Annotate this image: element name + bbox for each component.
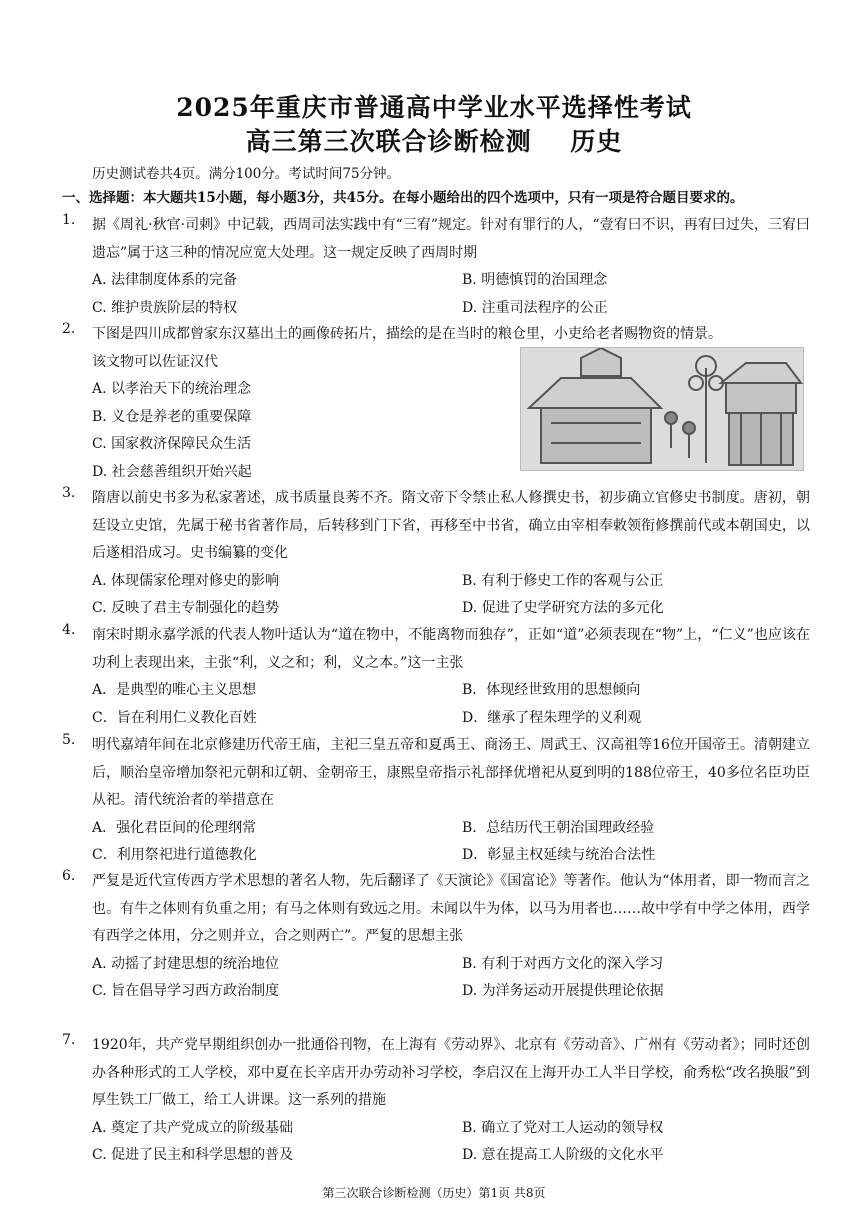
option-d[interactable]: D. 为洋务运动开展提供理论依据 xyxy=(462,983,664,999)
option-a[interactable]: A．是典型的唯心主义思想 xyxy=(92,682,257,698)
question-number: 6. xyxy=(62,868,76,884)
rubbing-image xyxy=(520,347,804,471)
option-d[interactable]: D. 促进了史学研究方法的多元化 xyxy=(462,600,664,616)
option-c[interactable]: C. 维护贵族阶层的特权 xyxy=(92,299,238,316)
option-a[interactable]: A. 奠定了共产党成立的阶级基础 xyxy=(92,1119,294,1136)
option-c[interactable]: C．利用祭祀进行道德教化 xyxy=(92,847,257,863)
question-7 xyxy=(62,1032,810,1170)
question-5 xyxy=(62,732,810,870)
option-b[interactable]: B．体现经世致用的思想倾向 xyxy=(462,682,641,698)
option-b[interactable]: B. 确立了党对工人运动的领导权 xyxy=(462,1119,664,1136)
options xyxy=(92,677,810,732)
option-a[interactable]: A．强化君臣间的伦理纲常 xyxy=(92,819,257,836)
question-number: 3. xyxy=(62,485,76,501)
question-stem: 明代嘉靖年间在北京修建历代帝王庙，主祀三皇五帝和夏禹王、商汤王、周武王、汉高祖等16位开国帝王。清朝建立后，顺治皇帝增加祭祀元朝和辽朝、金朝帝王，康熙皇帝指示礼部择优增祀从夏到明的188位帝王，40多位名臣功臣从祀。清代统治者的举措意在 xyxy=(92,737,810,808)
option-c[interactable]: C．旨在利用仁义教化百姓 xyxy=(92,709,257,726)
options xyxy=(92,568,810,623)
question-4 xyxy=(62,622,810,732)
question-number: 7. xyxy=(62,1032,76,1048)
question-stem: 下图是四川成都曾家东汉墓出土的画像砖拓片，描绘的是在当时的粮仓里，小吏给老者赐物资的情景。 xyxy=(92,326,722,342)
options xyxy=(92,815,810,870)
option-a[interactable]: A. 以孝治天下的统治理念 xyxy=(92,381,252,397)
option-d[interactable]: D. 意在提高工人阶级的文化水平 xyxy=(462,1147,664,1163)
option-a[interactable]: A. 法律制度体系的完备 xyxy=(92,272,238,288)
options xyxy=(92,1115,810,1170)
exam-subtitle: 高三第三次联合诊断检测 历史 xyxy=(245,127,623,156)
exam-info: 历史测试卷共4页。满分100分。考试时间75分钟。 xyxy=(92,166,401,182)
question-stem: 严复是近代宣传西方学术思想的著名人物，先后翻译了《天演论》《国富论》等著作。他认为“体用者，即一物而言之也。有牛之体则有负重之用；有马之体则有致远之用。未闻以牛为体，以马为用者也……故中学有中学之体用，西学有西学之体用，分之则并立，合之则两亡”。严复的思想主张 xyxy=(92,873,810,944)
option-a[interactable]: A. 体现儒家伦理对修史的影响 xyxy=(92,572,280,589)
option-b[interactable]: B．总结历代王朝治国理政经验 xyxy=(462,819,655,836)
option-c[interactable]: C. 促进了民主和科学思想的普及 xyxy=(92,1147,294,1163)
option-a[interactable]: A. 动摇了封建思想的统治地位 xyxy=(92,955,280,972)
question-number: 2. xyxy=(62,321,76,337)
rubbing-image-drawing xyxy=(521,348,803,470)
question-1 xyxy=(62,212,810,322)
question-number: 1. xyxy=(62,212,76,228)
option-b[interactable]: B. 有利于修史工作的客观与公正 xyxy=(462,572,664,589)
option-c[interactable]: C. 反映了君主专制强化的趋势 xyxy=(92,600,280,616)
question-stem-continued: 该文物可以佐证汉代 xyxy=(92,353,218,370)
options xyxy=(92,951,810,1006)
exam-title: 2025年重庆市普通高中学业水平选择性考试 xyxy=(176,93,692,122)
question-number: 5. xyxy=(62,732,76,748)
question-stem: 南宋时期永嘉学派的代表人物叶适认为“道在物中，不能离物而独存”，正如“道”必须表现在“物”上，“仁义”也应该在功利上表现出来，主张“利，义之和；利，义之本。”这一主张 xyxy=(92,627,810,671)
option-c[interactable]: C. 国家救济保障民众生活 xyxy=(92,436,252,452)
option-d[interactable]: D. 社会慈善组织开始兴起 xyxy=(92,463,252,480)
page-footer: 第三次联合诊断检测（历史）第1页 共8页 xyxy=(322,1186,546,1200)
question-6 xyxy=(62,868,810,1006)
option-b[interactable]: B. 义仓是养老的重要保障 xyxy=(92,408,252,425)
question-stem: 据《周礼·秋官·司刺》中记载，西周司法实践中有“三宥”规定。针对有罪行的人，“壹宥曰不识，再宥曰过失，三宥曰遗忘”属于这三种的情况应宽大处理。这一规定反映了西周时期 xyxy=(92,217,810,261)
section-heading: 一、选择题：本大题共15小题，每小题3分，共45分。在每小题给出的四个选项中，只有一项是符合题目要求的。 xyxy=(62,190,744,206)
question-stem: 隋唐以前史书多为私家著述，成书质量良莠不齐。隋文帝下令禁止私人修撰史书，初步确立官修史书制度。唐初，朝廷设立史馆，先属于秘书省著作局，后转移到门下省，再移至中书省，确立由宰相奉敕领衔修撰前代或本朝国史，以后遂相沿成习。史书编纂的变化 xyxy=(92,490,810,561)
option-c[interactable]: C. 旨在倡导学习西方政治制度 xyxy=(92,983,280,999)
question-stem: 1920年，共产党早期组织创办一批通俗刊物，在上海有《劳动界》、北京有《劳动音》、广州有《劳动者》；同时还创办各种形式的工人学校，邓中夏在长辛店开办劳动补习学校，李启汉在上海开办工人半日学校，俞秀松“改名换服”到厚生铁工厂做工，给工人讲课。这一系列的措施 xyxy=(92,1037,810,1108)
option-b[interactable]: B. 明德慎罚的治国理念 xyxy=(462,272,608,288)
options xyxy=(92,267,810,322)
question-number: 4. xyxy=(62,622,76,638)
option-d[interactable]: D．彰显主权延续与统治合法性 xyxy=(462,847,656,863)
question-3 xyxy=(62,485,810,623)
option-d[interactable]: D．继承了程朱理学的义利观 xyxy=(462,709,642,726)
option-b[interactable]: B. 有利于对西方文化的深入学习 xyxy=(462,955,664,972)
option-d[interactable]: D. 注重司法程序的公正 xyxy=(462,299,608,316)
